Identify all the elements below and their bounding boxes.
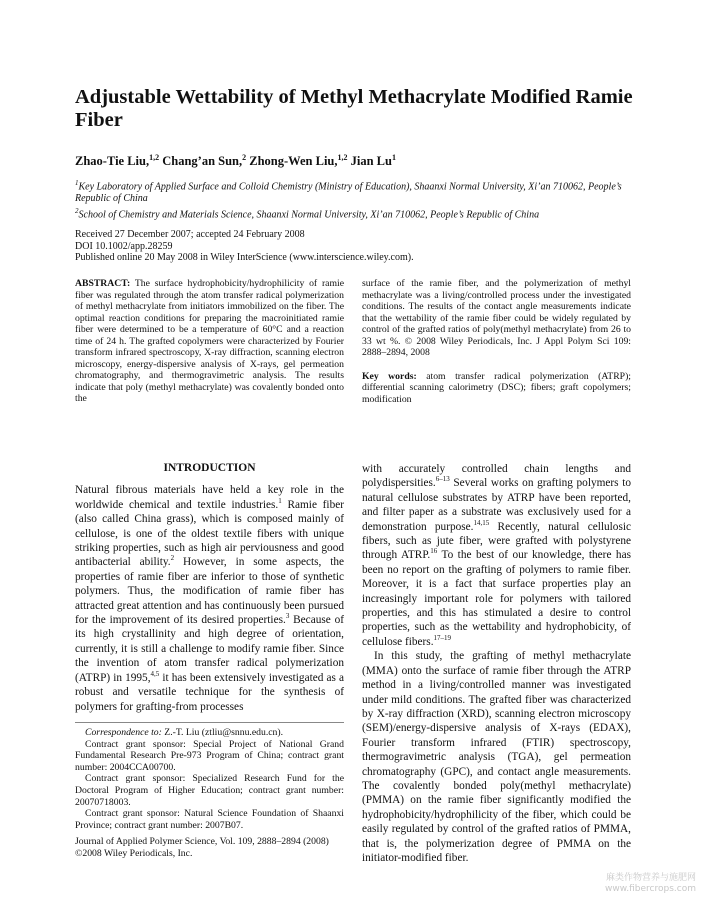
abstract-label: ABSTRACT: [75,278,131,289]
abstract-right-column [362,278,631,405]
abstract-body: The surface hydrophobicity/hydrophilicity of ramie fiber was regulated through the atom transfer radical polymerization of methyl methacrylate from initiators immobilized on the fiber. The optimal reaction conditions for preparing the macroinitiated ramie fiber were determined to be a temperature of 60°C and a reaction time of 24 h. The grafted copolymers were characterized by Fourier transform infrared spectroscopy, X-ray diffraction, scanning electron microscopy, energy-dispersive analysis of X-rays, gel permeation chromatography, and thermogravimetric analysis. The results indicate that poly (methyl methacrylate) was covalently bonded onto the [75,278,344,404]
keywords [362,371,631,406]
author-affil-sup: 2 [242,153,247,162]
author-name: Zhao-Tie Liu, [75,154,150,169]
intro-left-column [75,461,344,714]
journal-citation: Journal of Applied Polymer Science, Vol. 109, 2888–2894 (2008) [75,836,329,847]
affiliation-1 [75,177,635,205]
intro-paragraph [75,483,344,714]
text-run: Because of its high crystallinity and high degree of orientation, currently, it is still a challenge to modify ramie fiber. Since the invention of atom transfer radical polymerization (ATRP) in 1995, [75,614,344,684]
abstract-text [75,278,344,405]
correspondence-label: Correspondence to: [85,727,162,738]
text-run: Natural fibrous materials have held a key role in the worldwide chemical and textile industries. [75,484,344,511]
citation-sup: 4,5 [150,669,160,678]
grant-3: Contract grant sponsor: Natural Science Foundation of Shaanxi Province; contract grant number: 2007B07. [75,808,344,831]
text-run: with accurately controlled chain lengths and polydispersities. [362,463,631,490]
intro-paragraph [362,462,631,649]
intro-paragraph-study: In this study, the grafting of methyl methacrylate (MMA) onto the surface of ramie fiber through the ATRP method in a living/controlled manner was investigated under mild conditions. The grafted fiber was characterized by X-ray diffraction (XRD), scanning electron microscopy (SEM)/energy-dispersive analysis of X-rays (EDAX), Fourier transform infrared (FTIR) spectroscopy, thermogravimetric analysis (TGA), gel permeation chromatography (GPC), and contact angle measurements. The covalently bonded poly(methyl methacrylate) (PMMA) on the ramie fiber significantly modified the hydrophobicity/hydrophilicity of the fiber, which could be easily regulated by control of the grafted ratios of PMMA, that is, the polymerization degree of PMMA on the initiator-modified fiber. [362,650,631,864]
paper-title: Adjustable Wettability of Methyl Methacrylate Modified Ramie Fiber [75,86,633,131]
citation-sup: 1 [278,497,282,506]
citation-sup: 17–19 [433,634,452,643]
keywords-text: atom transfer radical polymerization (ATRP); differential scanning calorimetry (DSC); fibers; graft copolymers; modification [362,370,631,405]
watermark-chinese: 麻类作物营养与施肥网 [605,873,696,883]
citation-sup: 14,15 [473,518,490,527]
watermark-url: www.fibercrops.com [605,884,696,894]
keywords-label: Key words: [362,370,417,382]
grant-2: Contract grant sponsor: Specialized Research Fund for the Doctoral Program of Higher Education; contract grant number: 20070718003. [75,773,344,808]
section-heading: INTRODUCTION [163,462,256,474]
author-list [75,150,635,169]
affiliation-2 [75,205,635,221]
citation-sup: 16 [430,547,438,556]
footnotes [75,722,344,831]
journal-copyright: ©2008 Wiley Periodicals, Inc. [75,847,193,859]
intro-right-column [362,462,631,865]
text-run: it has been extensively investigated as a robust and versatile technique for the synthesis of polymers for grafting-from processes [75,671,344,713]
affiliation-text: School of Chemistry and Materials Science, Shaanxi Normal University, Xi’an 710062, People’s Republic of China [78,209,540,221]
affiliation-sup: 2 [75,207,79,216]
affiliation-sup: 1 [75,179,79,187]
author-name: Zhong-Wen Liu, [246,154,338,169]
correspondence [75,727,344,739]
affiliation-text: Key Laboratory of Applied Surface and Colloid Chemistry (Ministry of Education), Shaanxi Normal University, Xi’an 710062, People’s Republic of China [75,181,622,205]
received-date: Received 27 December 2007; accepted 24 February 2008 [75,229,305,240]
abstract-left-column [75,278,344,405]
watermark [578,873,696,895]
published-online: Published online 20 May 2008 in Wiley InterScience (www.interscience.wiley.com). [75,252,414,264]
citation-sup: 2 [170,554,175,563]
publication-dates [75,229,635,264]
author-affil-sup: 1,2 [337,153,348,162]
text-run: Recently, natural cellulosic fibers, such as jute fiber, were grafted with polystyrene through ATRP. [362,520,632,562]
affiliations [75,177,635,222]
author-affil-sup: 1 [391,153,396,162]
author-name: Jian Lu [347,154,392,169]
abstract-continued: surface of the ramie fiber, and the polymerization of methyl methacrylate was a living/controlled process under the investigated conditions. The results of the contact angle measurements indicate that the wettability of the ramie fiber could be widely regulated by control of the grafted ratios of poly(methyl methacrylate) from 26 to 33 wt %. © 2008 Wiley Periodicals, Inc. J Appl Polym Sci 109: 2888–2894, 2008 [362,278,631,358]
text-run: Several works on grafting polymers to natural cellulose substrates by ATRP have been reported, and filter paper as a substrate was exclusively used for a demonstration purpose. [362,477,631,533]
doi: DOI 10.1002/app.28259 [75,240,173,252]
correspondence-email: Z.-T. Liu (ztliu@snnu.edu.cn). [161,727,284,738]
text-run: Ramie fiber (also called China grass), which is composed mainly of cellulose, is one of the oldest textile fibers with unique striking properties, such as high air perviousness and good antibacterial ability. [75,498,344,569]
grant-1: Contract grant sponsor: Special Project of National Grand Fundamental Research Pre-973 Program of China; contract grant number: 2004CCA00700. [75,738,344,773]
citation-sup: 3 [285,612,290,621]
text-run: To the best of our knowledge, there has been no report on the grafting of polymers to ramie fiber. Moreover, it is a fact that surface properties play an increasingly important role for polymers with tailored properties, and this has stimulated a desire to control properties, such as the wettability and hydrophobicity, of cellulose fibers. [362,549,631,648]
author-affil-sup: 1,2 [149,153,160,162]
citation-sup: 6–13 [435,475,450,484]
journal-info [75,836,375,859]
author-name: Chang’an Sun, [159,154,243,169]
text-run: However, in some aspects, the properties of ramie fiber are inferior to those of synthetic polymers. Thus, the modification of ramie fiber has attracted great attention and has continuously been pursued for the improvement of its desired properties. [75,556,344,627]
